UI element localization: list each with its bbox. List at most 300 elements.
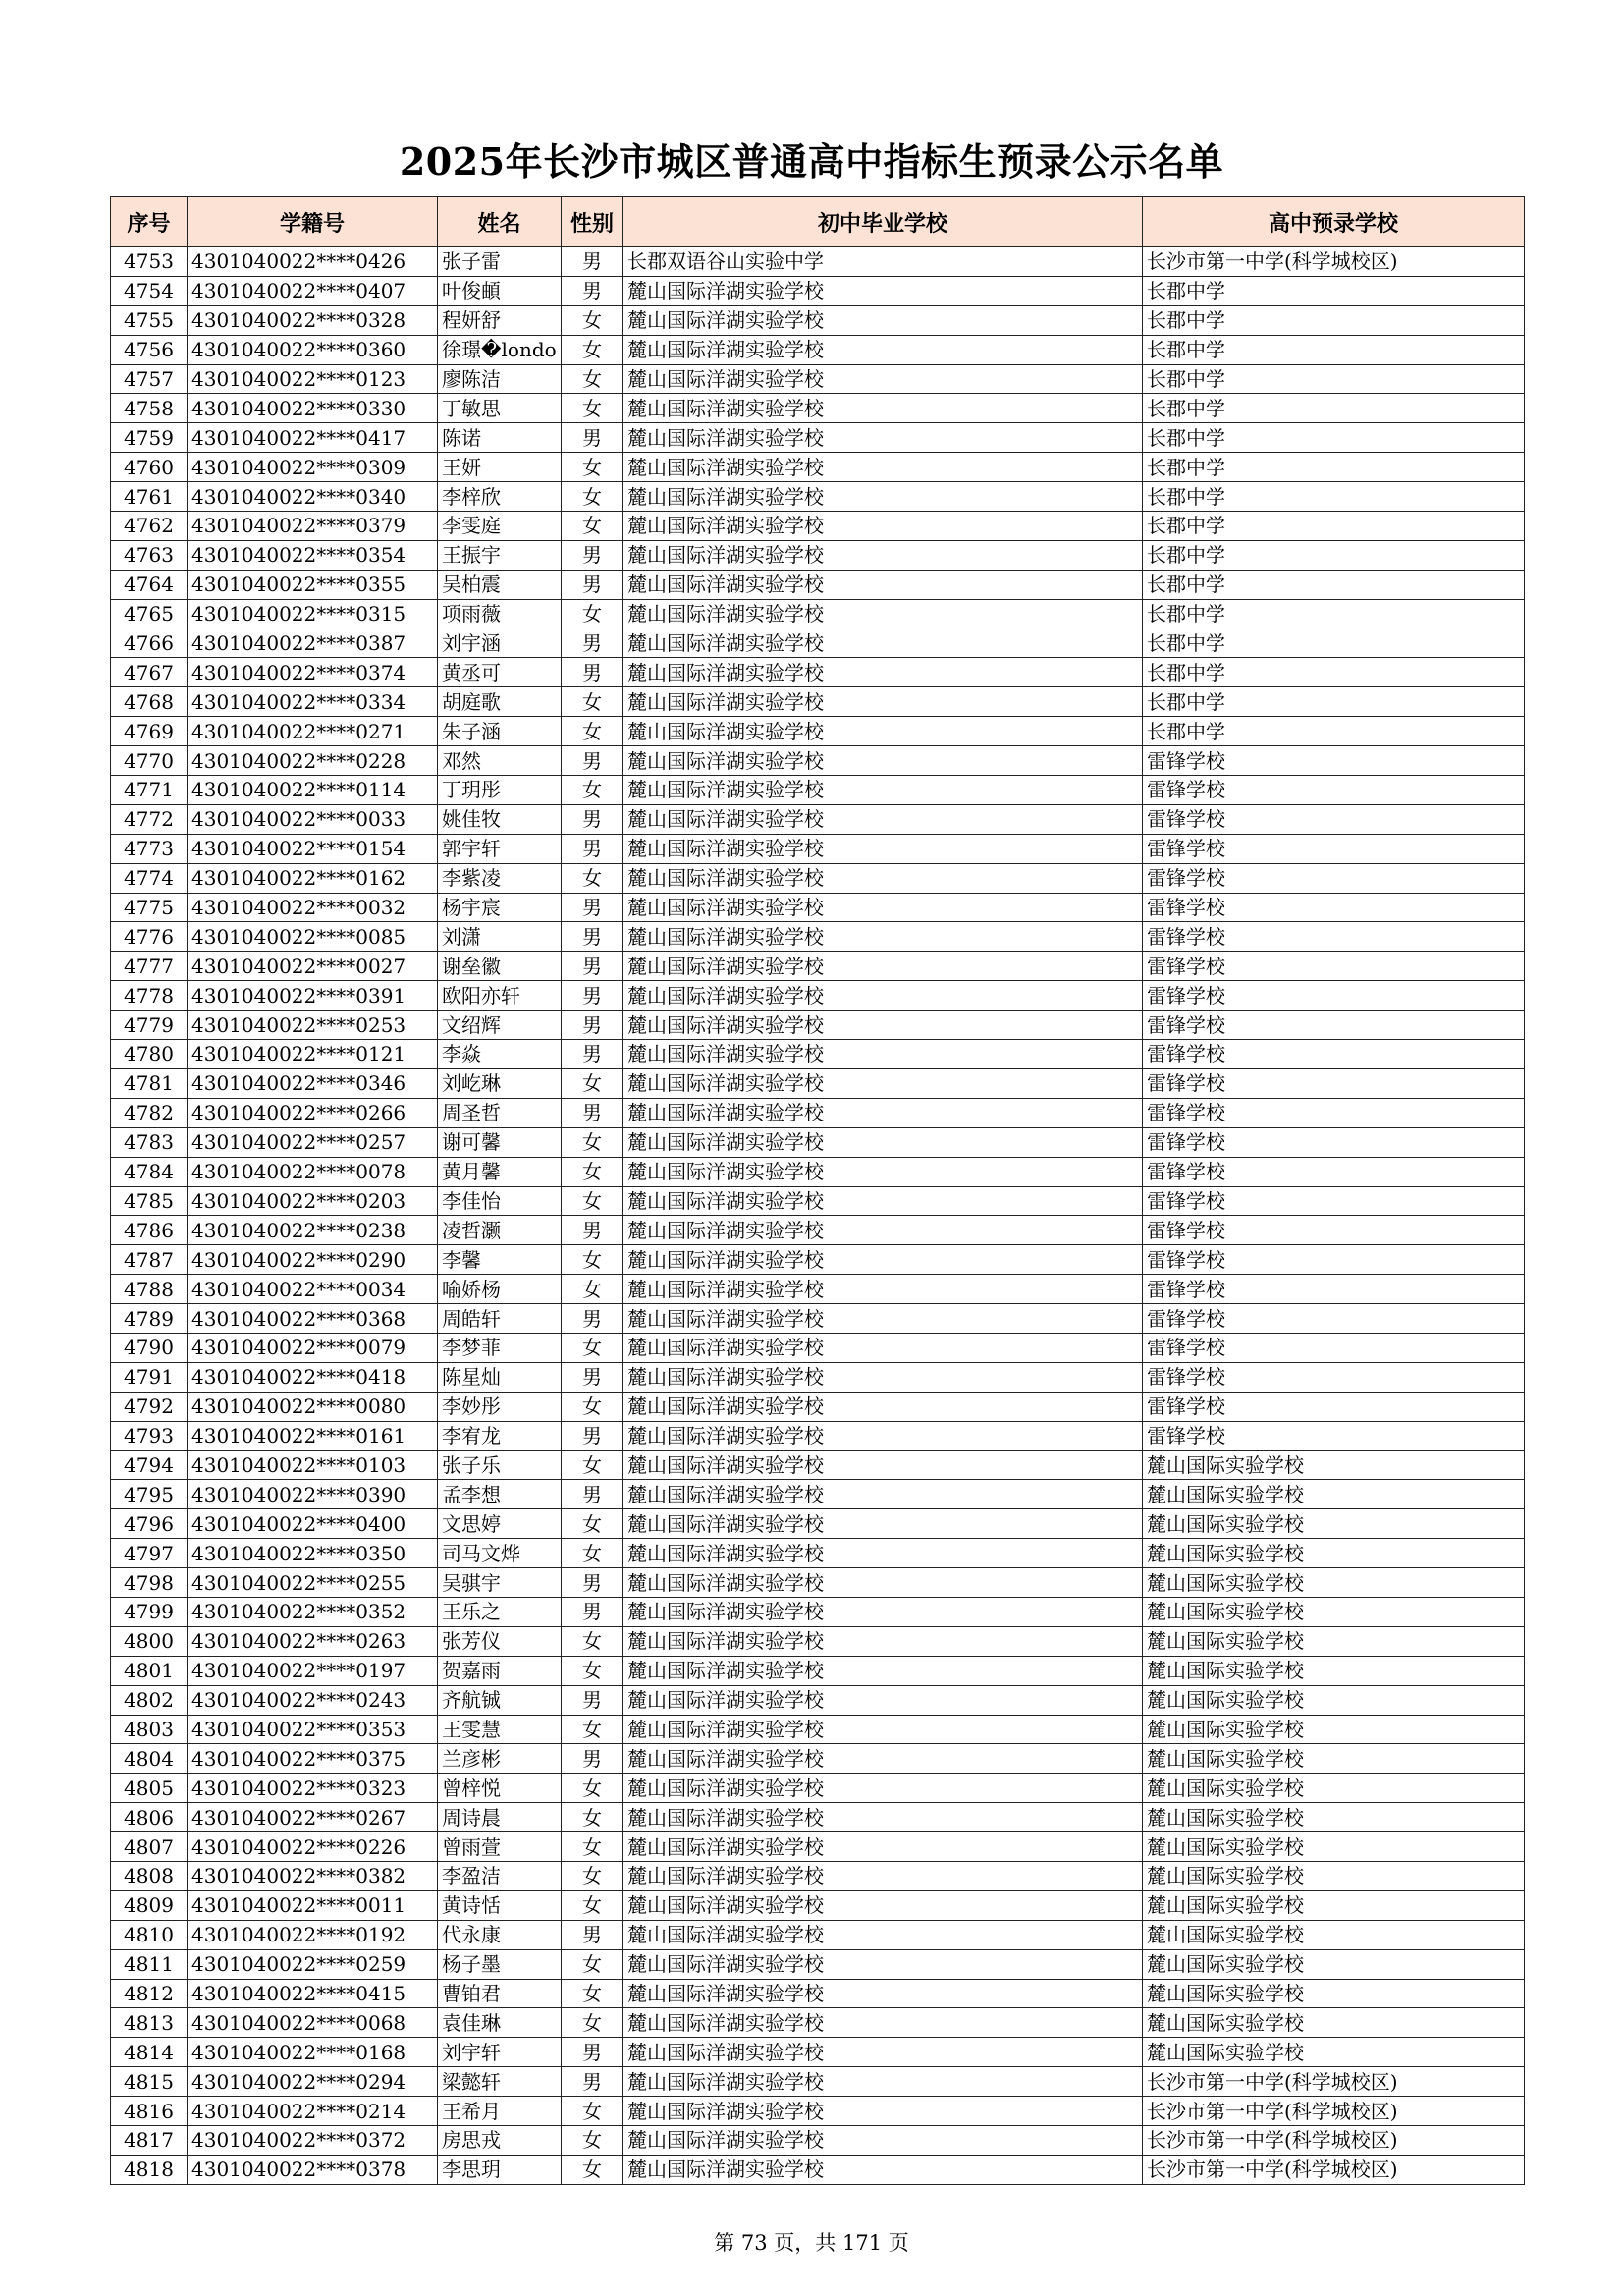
roster-table [110,196,1525,2185]
cell-senior-school: 长郡中学 [1143,629,1525,658]
cell-junior-school: 麓山国际洋湖实验学校 [623,863,1143,893]
header-serial: 序号 [111,197,188,247]
cell-sex: 男 [562,893,623,922]
cell-senior-school: 麓山国际实验学校 [1143,1949,1525,1979]
cell-senior-school: 长沙市第一中学(科学城校区) [1143,2126,1525,2156]
cell-name: 李宥龙 [438,1421,562,1450]
cell-name: 刘潇 [438,922,562,952]
cell-student-id: 4301040022****0168 [188,2038,438,2067]
cell-senior-school: 雷锋学校 [1143,1186,1525,1216]
table-row [111,423,1525,453]
table-row [111,1509,1525,1539]
cell-student-id: 4301040022****0375 [188,1744,438,1774]
cell-serial: 4792 [111,1392,188,1421]
cell-student-id: 4301040022****0103 [188,1450,438,1480]
cell-student-id: 4301040022****0243 [188,1685,438,1715]
cell-junior-school: 麓山国际洋湖实验学校 [623,1803,1143,1832]
cell-sex: 男 [562,570,623,599]
cell-sex: 男 [562,1011,623,1040]
cell-sex: 女 [562,1979,623,2008]
cell-sex: 女 [562,1832,623,1862]
cell-sex: 男 [562,746,623,776]
cell-sex: 男 [562,981,623,1011]
cell-sex: 女 [562,1275,623,1304]
cell-student-id: 4301040022****0355 [188,570,438,599]
table-row [111,1715,1525,1744]
cell-junior-school: 麓山国际洋湖实验学校 [623,540,1143,570]
cell-junior-school: 麓山国际洋湖实验学校 [623,570,1143,599]
cell-junior-school: 麓山国际洋湖实验学校 [623,2126,1143,2156]
cell-serial: 4815 [111,2067,188,2097]
header-sex: 性别 [562,197,623,247]
cell-sex: 女 [562,687,623,717]
cell-junior-school: 麓山国际洋湖实验学校 [623,1597,1143,1626]
cell-name: 项雨薇 [438,599,562,629]
cell-student-id: 4301040022****0214 [188,2097,438,2126]
table-row [111,834,1525,863]
cell-student-id: 4301040022****0085 [188,922,438,952]
cell-serial: 4784 [111,1157,188,1186]
cell-junior-school: 麓山国际洋湖实验学校 [623,1774,1143,1803]
cell-sex: 女 [562,2126,623,2156]
cell-student-id: 4301040022****0121 [188,1040,438,1069]
table-row [111,1304,1525,1334]
cell-name: 程妍舒 [438,305,562,335]
table-row [111,776,1525,805]
cell-name: 谢垒徽 [438,952,562,981]
cell-serial: 4780 [111,1040,188,1069]
cell-serial: 4813 [111,2008,188,2038]
cell-sex: 男 [562,1362,623,1392]
cell-student-id: 4301040022****0192 [188,1920,438,1949]
cell-senior-school: 麓山国际实验学校 [1143,1480,1525,1509]
cell-name: 代永康 [438,1920,562,1949]
cell-junior-school: 麓山国际洋湖实验学校 [623,1068,1143,1098]
table-row [111,687,1525,717]
table-row [111,1011,1525,1040]
cell-senior-school: 长沙市第一中学(科学城校区) [1143,2155,1525,2184]
header-junior-school: 初中毕业学校 [623,197,1143,247]
cell-name: 李馨 [438,1245,562,1275]
cell-name: 朱子涵 [438,717,562,746]
cell-senior-school: 麓山国际实验学校 [1143,2038,1525,2067]
cell-serial: 4772 [111,804,188,834]
table-row [111,804,1525,834]
cell-serial: 4765 [111,599,188,629]
cell-senior-school: 雷锋学校 [1143,952,1525,981]
cell-name: 邓然 [438,746,562,776]
cell-senior-school: 麓山国际实验学校 [1143,1832,1525,1862]
cell-senior-school: 长郡中学 [1143,423,1525,453]
cell-name: 司马文烨 [438,1539,562,1568]
page-footer: 第 73 页，共 171 页 [714,2231,909,2255]
cell-sex: 男 [562,1480,623,1509]
cell-junior-school: 麓山国际洋湖实验学校 [623,687,1143,717]
cell-senior-school: 长郡中学 [1143,482,1525,512]
cell-serial: 4753 [111,247,188,277]
cell-name: 李梓欣 [438,482,562,512]
cell-serial: 4767 [111,658,188,687]
cell-name: 曹铂君 [438,1979,562,2008]
cell-student-id: 4301040022****0266 [188,1098,438,1127]
cell-serial: 4788 [111,1275,188,1304]
cell-junior-school: 麓山国际洋湖实验学校 [623,1127,1143,1157]
cell-junior-school: 麓山国际洋湖实验学校 [623,1011,1143,1040]
cell-name: 齐航铖 [438,1685,562,1715]
table-row [111,1275,1525,1304]
cell-sex: 女 [562,776,623,805]
cell-senior-school: 长沙市第一中学(科学城校区) [1143,2097,1525,2126]
cell-name: 李妙彤 [438,1392,562,1421]
cell-serial: 4778 [111,981,188,1011]
cell-student-id: 4301040022****0334 [188,687,438,717]
cell-serial: 4782 [111,1098,188,1127]
cell-student-id: 4301040022****0154 [188,834,438,863]
cell-junior-school: 麓山国际洋湖实验学校 [623,335,1143,364]
cell-name: 丁敏思 [438,394,562,423]
cell-name: 李雯庭 [438,512,562,541]
cell-junior-school: 麓山国际洋湖实验学校 [623,423,1143,453]
cell-name: 王振宇 [438,540,562,570]
cell-junior-school: 麓山国际洋湖实验学校 [623,482,1143,512]
cell-serial: 4759 [111,423,188,453]
cell-junior-school: 麓山国际洋湖实验学校 [623,1245,1143,1275]
cell-student-id: 4301040022****0255 [188,1568,438,1598]
cell-serial: 4791 [111,1362,188,1392]
table-row [111,276,1525,305]
cell-student-id: 4301040022****0034 [188,1275,438,1304]
cell-junior-school: 麓山国际洋湖实验学校 [623,776,1143,805]
cell-name: 张芳仪 [438,1626,562,1656]
cell-junior-school: 麓山国际洋湖实验学校 [623,2097,1143,2126]
cell-junior-school: 麓山国际洋湖实验学校 [623,1450,1143,1480]
cell-junior-school: 麓山国际洋湖实验学校 [623,1304,1143,1334]
cell-sex: 男 [562,952,623,981]
table-row [111,1685,1525,1715]
cell-serial: 4776 [111,922,188,952]
cell-junior-school: 麓山国际洋湖实验学校 [623,658,1143,687]
cell-junior-school: 麓山国际洋湖实验学校 [623,1861,1143,1890]
cell-student-id: 4301040022****0360 [188,335,438,364]
cell-sex: 女 [562,1245,623,1275]
cell-senior-school: 长郡中学 [1143,276,1525,305]
cell-sex: 女 [562,305,623,335]
cell-junior-school: 长郡双语谷山实验中学 [623,247,1143,277]
cell-name: 贺嘉雨 [438,1656,562,1685]
cell-name: 吴骐宇 [438,1568,562,1598]
cell-serial: 4761 [111,482,188,512]
table-row [111,1392,1525,1421]
cell-student-id: 4301040022****0161 [188,1421,438,1450]
cell-junior-school: 麓山国际洋湖实验学校 [623,1421,1143,1450]
cell-junior-school: 麓山国际洋湖实验学校 [623,1656,1143,1685]
cell-sex: 男 [562,540,623,570]
cell-student-id: 4301040022****0415 [188,1979,438,2008]
cell-serial: 4769 [111,717,188,746]
table-row [111,1979,1525,2008]
cell-student-id: 4301040022****0354 [188,540,438,570]
table-row [111,893,1525,922]
table-row [111,1861,1525,1890]
cell-name: 郭宇轩 [438,834,562,863]
cell-serial: 4783 [111,1127,188,1157]
cell-student-id: 4301040022****0323 [188,1774,438,1803]
cell-student-id: 4301040022****0078 [188,1157,438,1186]
cell-student-id: 4301040022****0400 [188,1509,438,1539]
cell-name: 袁佳琳 [438,2008,562,2038]
cell-sex: 男 [562,1685,623,1715]
cell-name: 李思玥 [438,2155,562,2184]
cell-junior-school: 麓山国际洋湖实验学校 [623,1568,1143,1598]
cell-sex: 男 [562,2038,623,2067]
cell-name: 姚佳牧 [438,804,562,834]
cell-serial: 4754 [111,276,188,305]
cell-serial: 4814 [111,2038,188,2067]
cell-senior-school: 雷锋学校 [1143,893,1525,922]
cell-student-id: 4301040022****0340 [188,482,438,512]
table-row [111,394,1525,423]
cell-name: 孟李想 [438,1480,562,1509]
cell-student-id: 4301040022****0290 [188,1245,438,1275]
cell-sex: 男 [562,629,623,658]
cell-serial: 4762 [111,512,188,541]
table-row [111,2067,1525,2097]
cell-name: 陈星灿 [438,1362,562,1392]
table-row [111,746,1525,776]
cell-sex: 女 [562,364,623,394]
cell-senior-school: 雷锋学校 [1143,1245,1525,1275]
cell-name: 梁懿轩 [438,2067,562,2097]
cell-senior-school: 长郡中学 [1143,599,1525,629]
cell-junior-school: 麓山国际洋湖实验学校 [623,1216,1143,1245]
table-row [111,1890,1525,1920]
cell-sex: 女 [562,717,623,746]
cell-sex: 女 [562,1626,623,1656]
table-row [111,2126,1525,2156]
cell-sex: 女 [562,1715,623,1744]
cell-student-id: 4301040022****0353 [188,1715,438,1744]
cell-serial: 4803 [111,1715,188,1744]
cell-junior-school: 麓山国际洋湖实验学校 [623,804,1143,834]
cell-serial: 4810 [111,1920,188,1949]
cell-senior-school: 麓山国际实验学校 [1143,1861,1525,1890]
cell-senior-school: 麓山国际实验学校 [1143,1715,1525,1744]
cell-serial: 4818 [111,2155,188,2184]
table-row [111,658,1525,687]
cell-junior-school: 麓山国际洋湖实验学校 [623,1362,1143,1392]
cell-serial: 4760 [111,453,188,482]
table-row [111,1098,1525,1127]
table-row [111,335,1525,364]
cell-sex: 女 [562,335,623,364]
cell-sex: 女 [562,394,623,423]
cell-sex: 男 [562,658,623,687]
cell-serial: 4770 [111,746,188,776]
table-row [111,247,1525,277]
cell-junior-school: 麓山国际洋湖实验学校 [623,1275,1143,1304]
cell-junior-school: 麓山国际洋湖实验学校 [623,922,1143,952]
cell-name: 曾梓悦 [438,1774,562,1803]
cell-senior-school: 雷锋学校 [1143,1068,1525,1098]
cell-name: 李梦菲 [438,1333,562,1362]
table-header-row [111,197,1525,247]
cell-serial: 4798 [111,1568,188,1598]
cell-junior-school: 麓山国际洋湖实验学校 [623,893,1143,922]
cell-serial: 4789 [111,1304,188,1334]
cell-name: 喻娇杨 [438,1275,562,1304]
table-row [111,1068,1525,1098]
cell-serial: 4796 [111,1509,188,1539]
cell-student-id: 4301040022****0011 [188,1890,438,1920]
cell-sex: 男 [562,1040,623,1069]
cell-student-id: 4301040022****0328 [188,305,438,335]
cell-name: 徐璟�londo [438,335,562,364]
cell-serial: 4786 [111,1216,188,1245]
cell-name: 谢可馨 [438,1127,562,1157]
cell-sex: 女 [562,453,623,482]
cell-senior-school: 麓山国际实验学校 [1143,1450,1525,1480]
cell-senior-school: 雷锋学校 [1143,1157,1525,1186]
cell-senior-school: 麓山国际实验学校 [1143,1509,1525,1539]
cell-senior-school: 雷锋学校 [1143,863,1525,893]
cell-junior-school: 麓山国际洋湖实验学校 [623,2155,1143,2184]
cell-serial: 4816 [111,2097,188,2126]
cell-name: 曾雨萱 [438,1832,562,1862]
cell-student-id: 4301040022****0387 [188,629,438,658]
cell-senior-school: 雷锋学校 [1143,981,1525,1011]
table-row [111,1539,1525,1568]
cell-serial: 4771 [111,776,188,805]
cell-sex: 男 [562,423,623,453]
cell-serial: 4775 [111,893,188,922]
cell-name: 刘屹琳 [438,1068,562,1098]
cell-sex: 男 [562,1744,623,1774]
cell-junior-school: 麓山国际洋湖实验学校 [623,952,1143,981]
cell-student-id: 4301040022****0228 [188,746,438,776]
cell-name: 刘宇轩 [438,2038,562,2067]
cell-junior-school: 麓山国际洋湖实验学校 [623,2038,1143,2067]
cell-senior-school: 麓山国际实验学校 [1143,1685,1525,1715]
cell-student-id: 4301040022****0267 [188,1803,438,1832]
cell-junior-school: 麓山国际洋湖实验学校 [623,1040,1143,1069]
cell-student-id: 4301040022****0390 [188,1480,438,1509]
cell-senior-school: 雷锋学校 [1143,776,1525,805]
cell-sex: 女 [562,1392,623,1421]
cell-sex: 女 [562,1774,623,1803]
table-row [111,1920,1525,1949]
cell-sex: 女 [562,1333,623,1362]
table-row [111,629,1525,658]
cell-serial: 4802 [111,1685,188,1715]
cell-name: 李盈洁 [438,1861,562,1890]
cell-serial: 4797 [111,1539,188,1568]
cell-junior-school: 麓山国际洋湖实验学校 [623,1509,1143,1539]
cell-student-id: 4301040022****0368 [188,1304,438,1334]
header-student-id: 学籍号 [188,197,438,247]
table-row [111,1949,1525,1979]
cell-senior-school: 雷锋学校 [1143,834,1525,863]
cell-name: 刘宇涵 [438,629,562,658]
cell-junior-school: 麓山国际洋湖实验学校 [623,512,1143,541]
cell-name: 叶俊頔 [438,276,562,305]
cell-senior-school: 长沙市第一中学(科学城校区) [1143,247,1525,277]
cell-name: 黄诗恬 [438,1890,562,1920]
table-row [111,1333,1525,1362]
cell-sex: 男 [562,1597,623,1626]
table-row [111,512,1525,541]
cell-senior-school: 长郡中学 [1143,335,1525,364]
cell-junior-school: 麓山国际洋湖实验学校 [623,276,1143,305]
cell-name: 李焱 [438,1040,562,1069]
table-row [111,952,1525,981]
cell-junior-school: 麓山国际洋湖实验学校 [623,717,1143,746]
cell-name: 文思婷 [438,1509,562,1539]
cell-student-id: 4301040022****0309 [188,453,438,482]
cell-name: 黄丞可 [438,658,562,687]
cell-serial: 4805 [111,1774,188,1803]
table-row [111,863,1525,893]
cell-senior-school: 麓山国际实验学校 [1143,1744,1525,1774]
cell-senior-school: 麓山国际实验学校 [1143,1920,1525,1949]
table-row [111,1186,1525,1216]
cell-junior-school: 麓山国际洋湖实验学校 [623,981,1143,1011]
cell-student-id: 4301040022****0027 [188,952,438,981]
cell-sex: 女 [562,1861,623,1890]
cell-sex: 男 [562,804,623,834]
cell-student-id: 4301040022****0197 [188,1656,438,1685]
table-row [111,570,1525,599]
cell-serial: 4811 [111,1949,188,1979]
cell-name: 周皓轩 [438,1304,562,1334]
cell-senior-school: 长郡中学 [1143,658,1525,687]
cell-name: 周诗晨 [438,1803,562,1832]
table-row [111,1803,1525,1832]
table-row [111,2008,1525,2038]
cell-name: 杨子墨 [438,1949,562,1979]
cell-name: 文绍辉 [438,1011,562,1040]
cell-senior-school: 雷锋学校 [1143,1333,1525,1362]
cell-senior-school: 麓山国际实验学校 [1143,1890,1525,1920]
cell-serial: 4793 [111,1421,188,1450]
cell-name: 兰彦彬 [438,1744,562,1774]
cell-sex: 男 [562,276,623,305]
table-row [111,364,1525,394]
cell-senior-school: 雷锋学校 [1143,1011,1525,1040]
cell-serial: 4808 [111,1861,188,1890]
table-body [111,247,1525,2185]
cell-sex: 女 [562,2008,623,2038]
cell-sex: 女 [562,1949,623,1979]
cell-sex: 男 [562,922,623,952]
cell-sex: 男 [562,834,623,863]
cell-senior-school: 长郡中学 [1143,512,1525,541]
table-row [111,1216,1525,1245]
cell-student-id: 4301040022****0346 [188,1068,438,1098]
cell-student-id: 4301040022****0426 [188,247,438,277]
cell-junior-school: 麓山国际洋湖实验学校 [623,1333,1143,1362]
cell-junior-school: 麓山国际洋湖实验学校 [623,1949,1143,1979]
cell-junior-school: 麓山国际洋湖实验学校 [623,1626,1143,1656]
cell-senior-school: 雷锋学校 [1143,1392,1525,1421]
cell-junior-school: 麓山国际洋湖实验学校 [623,1920,1143,1949]
cell-student-id: 4301040022****0418 [188,1362,438,1392]
cell-sex: 女 [562,1186,623,1216]
cell-junior-school: 麓山国际洋湖实验学校 [623,834,1143,863]
cell-senior-school: 长郡中学 [1143,364,1525,394]
table-row [111,1832,1525,1862]
table-row [111,1568,1525,1598]
cell-senior-school: 长郡中学 [1143,540,1525,570]
